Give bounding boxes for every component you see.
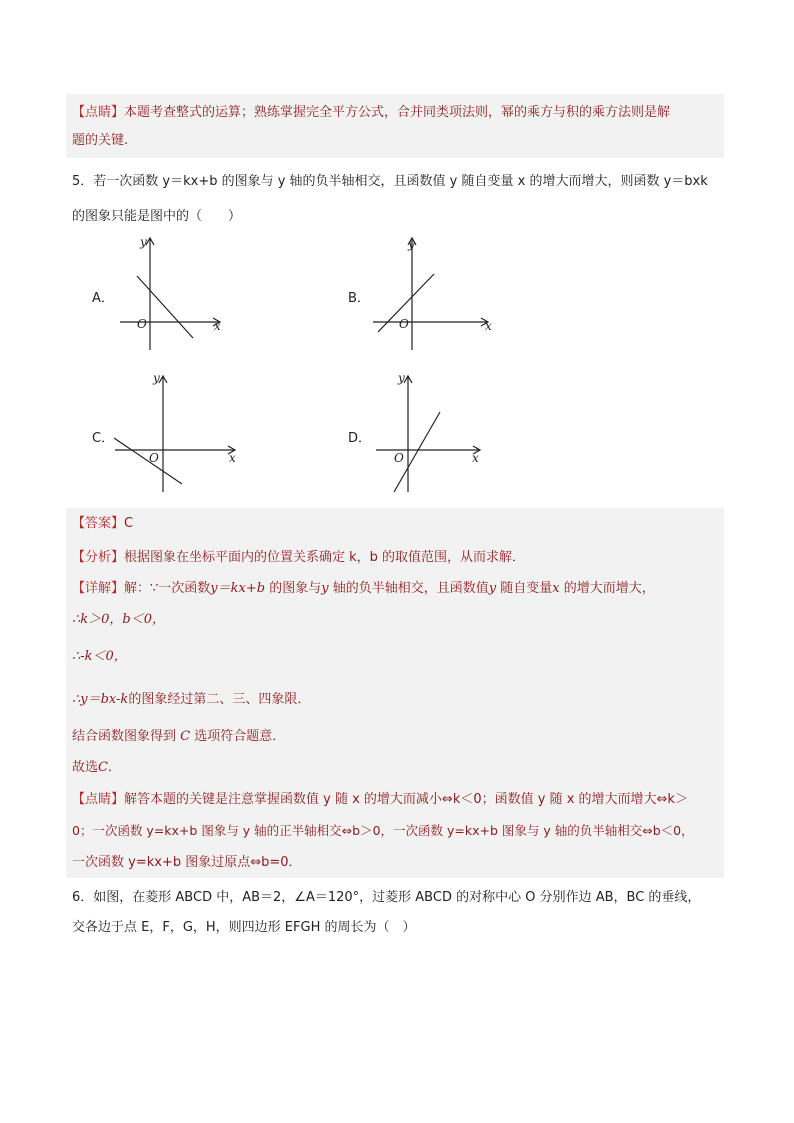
q5-stem-line2: 的图象只能是图中的（ ） — [72, 209, 242, 224]
option-b-x-label: x — [485, 319, 492, 333]
detail-line6: 故选C． — [72, 760, 121, 775]
option-c-graph — [110, 370, 240, 495]
detail-line2: ∴k＞0，b＜0， — [72, 612, 166, 627]
option-b-origin-label: O — [399, 317, 409, 331]
option-c-label: C． — [92, 431, 115, 446]
option-c-line — [114, 438, 182, 484]
option-d-origin-label: O — [394, 451, 404, 465]
option-b-graph — [368, 232, 498, 357]
option-a-x-label: x — [214, 319, 221, 333]
analysis-line: 【分析】根据图象在坐标平面内的位置关系确定 k，b 的取值范围，从而求解． — [72, 550, 526, 565]
option-a-graph — [110, 232, 235, 357]
detail-line3: ∴-k＜0， — [72, 649, 127, 664]
answer-tag: 【答案】 — [72, 516, 125, 531]
comment-line1: 【点睛】解答本题的关键是注意掌握函数值 y 随 x 的增大而减小⇔k＜0；函数值 y 随 x 的增大而增大⇔k＞ — [72, 792, 688, 807]
answer-line — [72, 514, 133, 534]
q6-stem-line2: 交各边于点 E，F，G，H，则四边形 EFGH 的周长为（ ） — [72, 920, 416, 935]
option-d-y-label: y — [398, 371, 405, 385]
comment-tag: 【点睛】 — [72, 792, 125, 807]
option-c-y-label: y — [153, 371, 160, 385]
prev-comment-tag: 【点睛】 — [72, 105, 125, 120]
option-b-label: B． — [348, 291, 370, 306]
option-d-graph — [368, 370, 498, 495]
option-a-y-label: y — [140, 235, 147, 249]
option-c-x-label: x — [229, 451, 236, 465]
comment-line3: 一次函数 y=kx+b 图象过原点⇔b=0． — [72, 855, 302, 870]
q5-stem-line1: 5．若一次函数 y＝kx+b 的图象与 y 轴的负半轴相交，且函数值 y 随自变量 x 的增大而增大，则函数 y＝bxk — [72, 174, 708, 189]
q6-stem-line1: 6．如图，在菱形 ABCD 中，AB＝2，∠A＝120°，过菱形 ABCD 的对称中心 O 分别作边 AB，BC 的垂线， — [72, 890, 701, 905]
detail-line1: 【详解】解：∵一次函数y＝kx+b 的图象与y 轴的负半轴相交，且函数值y 随自变量x 的增大而增大， — [72, 581, 655, 596]
option-d-x-label: x — [472, 451, 479, 465]
comment-line2: 0；一次函数 y=kx+b 图象与 y 轴的正半轴相交⇔b＞0，一次函数 y=kx+b 图象与 y 轴的负半轴相交⇔b＜0， — [72, 823, 694, 838]
option-c-origin-label: O — [149, 451, 159, 465]
detail-tag: 【详解】 — [72, 581, 125, 596]
prev-comment-line2: 题的关键. — [72, 133, 129, 148]
prev-comment-line1: 【点睛】本题考查整式的运算；熟练掌握完全平方公式，合并同类项法则，幂的乘方与积的乘方法则是解 — [72, 105, 671, 120]
detail-line5: 结合函数图象得到 C 选项符合题意． — [72, 729, 286, 744]
detail-line4: ∴y＝bx-k的图象经过第二、三、四象限． — [72, 692, 311, 707]
option-a-label: A． — [92, 291, 114, 306]
answer-value: C — [124, 516, 134, 531]
option-a-origin-label: O — [137, 317, 147, 331]
option-b-y-label: y — [408, 237, 415, 251]
analysis-tag: 【分析】 — [72, 550, 125, 565]
option-d-label: D． — [348, 431, 372, 446]
